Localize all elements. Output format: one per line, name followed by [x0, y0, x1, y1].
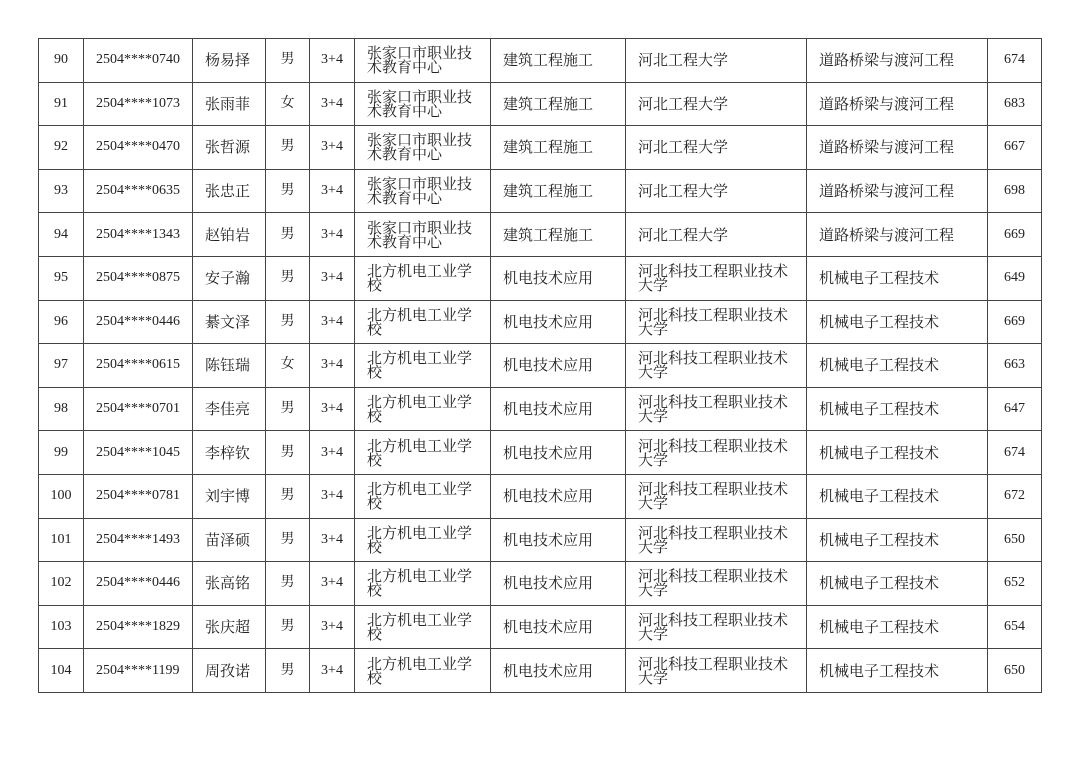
table-row [39, 344, 1042, 388]
university-cell: 河北科技工程职业技术大学 [626, 344, 807, 388]
row-number-cell: 102 [39, 562, 84, 606]
university-major-cell: 机械电子工程技术 [807, 387, 988, 431]
row-number-cell: 103 [39, 605, 84, 649]
university-major-cell: 道路桥梁与渡河工程 [807, 39, 988, 83]
secondary-major-cell: 机电技术应用 [491, 300, 626, 344]
gender-cell: 男 [266, 39, 310, 83]
secondary-major-cell: 机电技术应用 [491, 518, 626, 562]
secondary-school-cell: 张家口市职业技术教育中心 [355, 126, 491, 170]
secondary-school-cell: 北方机电工业学校 [355, 474, 491, 518]
secondary-school-cell: 北方机电工业学校 [355, 300, 491, 344]
row-number-cell: 97 [39, 344, 84, 388]
row-number-cell: 96 [39, 300, 84, 344]
score-cell: 649 [988, 256, 1042, 300]
exam-id-cell: 2504****0701 [84, 387, 193, 431]
university-cell: 河北工程大学 [626, 39, 807, 83]
secondary-major-cell: 建筑工程施工 [491, 213, 626, 257]
row-number-cell: 93 [39, 169, 84, 213]
gender-cell: 男 [266, 431, 310, 475]
university-major-cell: 机械电子工程技术 [807, 344, 988, 388]
university-cell: 河北工程大学 [626, 213, 807, 257]
score-cell: 674 [988, 431, 1042, 475]
student-name-cell: 李佳亮 [193, 387, 266, 431]
secondary-school-cell: 北方机电工业学校 [355, 562, 491, 606]
secondary-major-cell: 机电技术应用 [491, 387, 626, 431]
university-major-cell: 机械电子工程技术 [807, 474, 988, 518]
university-cell: 河北科技工程职业技术大学 [626, 518, 807, 562]
university-cell: 河北科技工程职业技术大学 [626, 387, 807, 431]
score-cell: 698 [988, 169, 1042, 213]
row-number-cell: 104 [39, 649, 84, 693]
table-row [39, 474, 1042, 518]
university-major-cell: 道路桥梁与渡河工程 [807, 82, 988, 126]
university-cell: 河北工程大学 [626, 82, 807, 126]
university-major-cell: 机械电子工程技术 [807, 256, 988, 300]
secondary-school-cell: 北方机电工业学校 [355, 344, 491, 388]
table-body [39, 39, 1042, 693]
university-cell: 河北科技工程职业技术大学 [626, 256, 807, 300]
secondary-school-cell: 张家口市职业技术教育中心 [355, 169, 491, 213]
secondary-major-cell: 建筑工程施工 [491, 82, 626, 126]
university-major-cell: 道路桥梁与渡河工程 [807, 169, 988, 213]
secondary-major-cell: 机电技术应用 [491, 649, 626, 693]
secondary-school-cell: 北方机电工业学校 [355, 518, 491, 562]
university-cell: 河北科技工程职业技术大学 [626, 474, 807, 518]
table-row [39, 431, 1042, 475]
program-type-cell: 3+4 [310, 39, 355, 83]
score-cell: 669 [988, 300, 1042, 344]
table-row [39, 649, 1042, 693]
university-major-cell: 机械电子工程技术 [807, 649, 988, 693]
exam-id-cell: 2504****1343 [84, 213, 193, 257]
secondary-school-cell: 张家口市职业技术教育中心 [355, 213, 491, 257]
exam-id-cell: 2504****0635 [84, 169, 193, 213]
secondary-major-cell: 机电技术应用 [491, 562, 626, 606]
program-type-cell: 3+4 [310, 256, 355, 300]
table-row [39, 387, 1042, 431]
secondary-school-cell: 北方机电工业学校 [355, 256, 491, 300]
table-row [39, 213, 1042, 257]
exam-id-cell: 2504****0781 [84, 474, 193, 518]
score-cell: 683 [988, 82, 1042, 126]
table-row [39, 256, 1042, 300]
exam-id-cell: 2504****1493 [84, 518, 193, 562]
secondary-school-cell: 张家口市职业技术教育中心 [355, 82, 491, 126]
table-row [39, 518, 1042, 562]
program-type-cell: 3+4 [310, 126, 355, 170]
gender-cell: 男 [266, 474, 310, 518]
program-type-cell: 3+4 [310, 649, 355, 693]
gender-cell: 男 [266, 256, 310, 300]
program-type-cell: 3+4 [310, 300, 355, 344]
student-name-cell: 苗泽硕 [193, 518, 266, 562]
exam-id-cell: 2504****0446 [84, 300, 193, 344]
university-major-cell: 机械电子工程技术 [807, 518, 988, 562]
gender-cell: 男 [266, 213, 310, 257]
score-cell: 650 [988, 518, 1042, 562]
student-name-cell: 刘宇博 [193, 474, 266, 518]
table-row [39, 126, 1042, 170]
row-number-cell: 101 [39, 518, 84, 562]
program-type-cell: 3+4 [310, 605, 355, 649]
gender-cell: 女 [266, 82, 310, 126]
student-name-cell: 赵铂岩 [193, 213, 266, 257]
program-type-cell: 3+4 [310, 431, 355, 475]
score-cell: 667 [988, 126, 1042, 170]
admission-list-table [38, 38, 1042, 693]
gender-cell: 男 [266, 649, 310, 693]
row-number-cell: 95 [39, 256, 84, 300]
student-name-cell: 张高铭 [193, 562, 266, 606]
student-name-cell: 安子瀚 [193, 256, 266, 300]
exam-id-cell: 2504****0446 [84, 562, 193, 606]
university-cell: 河北科技工程职业技术大学 [626, 300, 807, 344]
row-number-cell: 92 [39, 126, 84, 170]
exam-id-cell: 2504****1045 [84, 431, 193, 475]
university-major-cell: 机械电子工程技术 [807, 605, 988, 649]
secondary-school-cell: 北方机电工业学校 [355, 431, 491, 475]
score-cell: 669 [988, 213, 1042, 257]
program-type-cell: 3+4 [310, 474, 355, 518]
table-row [39, 562, 1042, 606]
secondary-school-cell: 北方机电工业学校 [355, 605, 491, 649]
exam-id-cell: 2504****1073 [84, 82, 193, 126]
table-row [39, 39, 1042, 83]
student-name-cell: 张庆超 [193, 605, 266, 649]
secondary-major-cell: 机电技术应用 [491, 256, 626, 300]
university-major-cell: 道路桥梁与渡河工程 [807, 126, 988, 170]
gender-cell: 男 [266, 126, 310, 170]
gender-cell: 女 [266, 344, 310, 388]
row-number-cell: 98 [39, 387, 84, 431]
program-type-cell: 3+4 [310, 82, 355, 126]
student-name-cell: 陈钰瑞 [193, 344, 266, 388]
gender-cell: 男 [266, 562, 310, 606]
secondary-school-cell: 北方机电工业学校 [355, 387, 491, 431]
score-cell: 663 [988, 344, 1042, 388]
score-cell: 650 [988, 649, 1042, 693]
secondary-major-cell: 机电技术应用 [491, 605, 626, 649]
exam-id-cell: 2504****0615 [84, 344, 193, 388]
score-cell: 647 [988, 387, 1042, 431]
table-row [39, 300, 1042, 344]
row-number-cell: 94 [39, 213, 84, 257]
table-row [39, 82, 1042, 126]
secondary-major-cell: 建筑工程施工 [491, 126, 626, 170]
program-type-cell: 3+4 [310, 387, 355, 431]
student-name-cell: 李梓钦 [193, 431, 266, 475]
exam-id-cell: 2504****1199 [84, 649, 193, 693]
university-major-cell: 道路桥梁与渡河工程 [807, 213, 988, 257]
secondary-major-cell: 机电技术应用 [491, 344, 626, 388]
secondary-school-cell: 北方机电工业学校 [355, 649, 491, 693]
exam-id-cell: 2504****0875 [84, 256, 193, 300]
program-type-cell: 3+4 [310, 213, 355, 257]
table-row [39, 605, 1042, 649]
table-row [39, 169, 1042, 213]
row-number-cell: 99 [39, 431, 84, 475]
gender-cell: 男 [266, 169, 310, 213]
score-cell: 652 [988, 562, 1042, 606]
row-number-cell: 91 [39, 82, 84, 126]
gender-cell: 男 [266, 387, 310, 431]
gender-cell: 男 [266, 300, 310, 344]
exam-id-cell: 2504****0470 [84, 126, 193, 170]
score-cell: 672 [988, 474, 1042, 518]
university-cell: 河北科技工程职业技术大学 [626, 431, 807, 475]
university-cell: 河北工程大学 [626, 169, 807, 213]
secondary-major-cell: 建筑工程施工 [491, 169, 626, 213]
secondary-school-cell: 张家口市职业技术教育中心 [355, 39, 491, 83]
row-number-cell: 100 [39, 474, 84, 518]
student-name-cell: 张哲源 [193, 126, 266, 170]
university-major-cell: 机械电子工程技术 [807, 431, 988, 475]
secondary-major-cell: 机电技术应用 [491, 431, 626, 475]
score-cell: 674 [988, 39, 1042, 83]
university-cell: 河北科技工程职业技术大学 [626, 605, 807, 649]
university-major-cell: 机械电子工程技术 [807, 562, 988, 606]
exam-id-cell: 2504****1829 [84, 605, 193, 649]
gender-cell: 男 [266, 518, 310, 562]
program-type-cell: 3+4 [310, 344, 355, 388]
university-major-cell: 机械电子工程技术 [807, 300, 988, 344]
university-cell: 河北工程大学 [626, 126, 807, 170]
gender-cell: 男 [266, 605, 310, 649]
student-name-cell: 杨易择 [193, 39, 266, 83]
program-type-cell: 3+4 [310, 169, 355, 213]
exam-id-cell: 2504****0740 [84, 39, 193, 83]
student-name-cell: 张雨菲 [193, 82, 266, 126]
secondary-major-cell: 建筑工程施工 [491, 39, 626, 83]
row-number-cell: 90 [39, 39, 84, 83]
student-name-cell: 綦文泽 [193, 300, 266, 344]
university-cell: 河北科技工程职业技术大学 [626, 649, 807, 693]
program-type-cell: 3+4 [310, 518, 355, 562]
score-cell: 654 [988, 605, 1042, 649]
secondary-major-cell: 机电技术应用 [491, 474, 626, 518]
student-name-cell: 张忠正 [193, 169, 266, 213]
student-name-cell: 周孜诺 [193, 649, 266, 693]
university-cell: 河北科技工程职业技术大学 [626, 562, 807, 606]
program-type-cell: 3+4 [310, 562, 355, 606]
